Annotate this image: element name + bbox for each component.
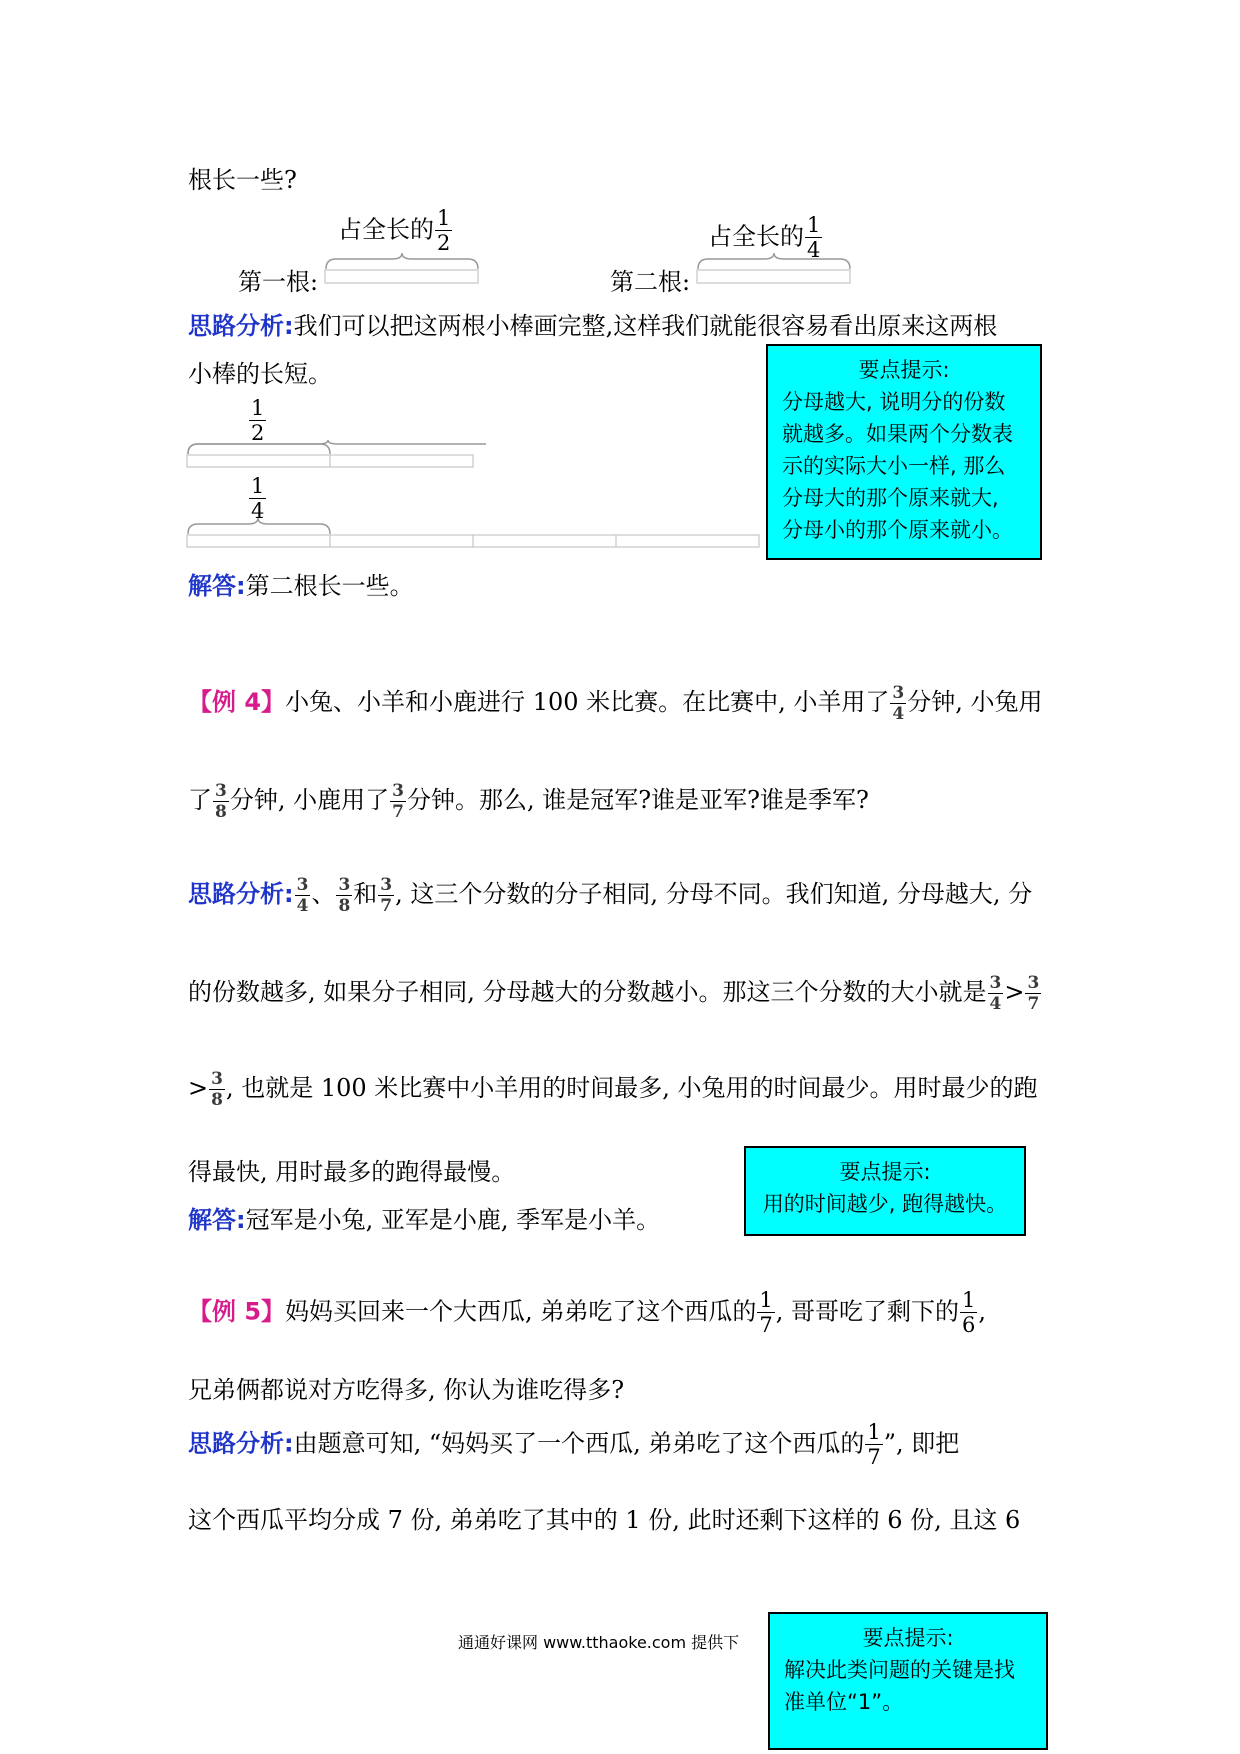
tip-line: 准单位“1”。 [784, 1690, 904, 1714]
fraction-one-half: $\frac{1}{2}$ [437, 206, 451, 255]
intro-tail: 根长一些? [188, 166, 297, 194]
tip-title: 要点提示: [862, 1626, 954, 1650]
ex3-answer-label: 解答: [188, 572, 246, 600]
tip-line: 分母大的那个原来就大, [782, 486, 999, 510]
ex3-analysis-line1: 思路分析:我们可以把这两根小棒画完整,这样我们就能很容易看出原来这两根 [188, 312, 998, 340]
second-stick-brace [696, 253, 852, 287]
ex5-question-line1: 【例 5】妈妈买回来一个大西瓜, 弟弟吃了这个西瓜的 $\frac{1}{7}$ , 哥哥吃了剩下的 $\frac{1}{6}$ , [188, 1288, 986, 1337]
ex4-analysis-label: 思路分析: [188, 880, 294, 908]
bar-half-diagram [186, 440, 486, 472]
tip-line: 分母小的那个原来就小。 [782, 518, 1013, 542]
first-stick-caption: 占全长的 $\frac{1}{2}$ [338, 206, 451, 255]
tip-line: 分母越大, 说明分的份数 [782, 390, 1006, 414]
fraction-one-quarter: $\frac{1}{4}$ [807, 213, 821, 262]
second-stick-caption: 占全长的 $\frac{1}{4}$ [708, 213, 821, 262]
ex4-question-line2: 了 $\frac{3}{8}$ 分钟, 小鹿用了 $\frac{3}{7}$ 分钟。那么, 谁是冠军?谁是亚军?谁是季军? [188, 780, 869, 822]
bar-quarter-diagram [186, 518, 766, 552]
bar1-fraction: $\frac{1}{2}$ [251, 396, 265, 445]
ex4-analysis-line4: 得最快, 用时最多的跑得最慢。 [188, 1158, 516, 1186]
ex4-question-line1: 【例 4】小兔、小羊和小鹿进行 100 米比赛。在比赛中, 小羊用了 $\frac{3}{4}$ 分钟, 小兔用 [188, 682, 1043, 724]
tip-line: 示的实际大小一样, 那么 [782, 454, 1006, 478]
first-stick-label: 第一根: [238, 268, 319, 296]
footer-text: 通通好课网 www.tthaoke.com 提供下 [458, 1633, 740, 1652]
bar2-fraction: $\frac{1}{4}$ [251, 474, 265, 523]
tip-title: 要点提示: [858, 358, 950, 382]
first-stick-brace [324, 253, 480, 287]
tip-box-denominator [766, 344, 1042, 560]
second-stick-label: 第二根: [610, 268, 691, 296]
ex4-answer-label: 解答: [188, 1206, 246, 1234]
ex3-analysis-label: 思路分析: [188, 312, 294, 340]
ex5-analysis-label: 思路分析: [188, 1429, 294, 1458]
ex4-analysis-line1: 思路分析: $\frac{3}{4}$ 、 $\frac{3}{8}$ 和 $\frac{3}{7}$ , 这三个分数的分子相同, 分母不同。我们知道, 分母越大, 分 [188, 874, 1033, 916]
ex5-analysis-line1: 思路分析:由题意可知, “妈妈买了一个西瓜, 弟弟吃了这个西瓜的 $\frac{1}{7}$ ”, 即把 [188, 1420, 960, 1469]
ex5-tag: 【例 5】 [188, 1297, 286, 1326]
ex5-question-line2: 兄弟俩都说对方吃得多, 你认为谁吃得多? [188, 1376, 625, 1404]
ex4-analysis-line3: > $\frac{3}{8}$ , 也就是 100 米比赛中小羊用的时间最多, 小兔用的时间最少。用时最少的跑 [188, 1068, 1038, 1110]
ex4-tag: 【例 4】 [188, 688, 286, 716]
ex3-analysis-line2: 小棒的长短。 [188, 360, 332, 388]
tip-box-unit [768, 1612, 1048, 1750]
ex4-analysis-line2: 的份数越多, 如果分子相同, 分母越大的分数越小。那这三个分数的大小就是 $\frac{3}{4}$ > $\frac{3}{7}$ [188, 972, 1040, 1014]
tip-line: 用的时间越少, 跑得越快。 [762, 1192, 1008, 1216]
ex5-analysis-line2: 这个西瓜平均分成 7 份, 弟弟吃了其中的 1 份, 此时还剩下这样的 6 份, 且这 6 [188, 1506, 1021, 1534]
tip-line: 就越多。如果两个分数表 [782, 422, 1013, 446]
tip-line: 解决此类问题的关键是找 [784, 1658, 1015, 1682]
ex3-answer: 解答:第二根长一些。 [188, 572, 414, 600]
tip-title: 要点提示: [839, 1160, 931, 1184]
ex4-answer: 解答:冠军是小兔, 亚军是小鹿, 季军是小羊。 [188, 1206, 661, 1234]
tip-box-speed [744, 1146, 1026, 1236]
